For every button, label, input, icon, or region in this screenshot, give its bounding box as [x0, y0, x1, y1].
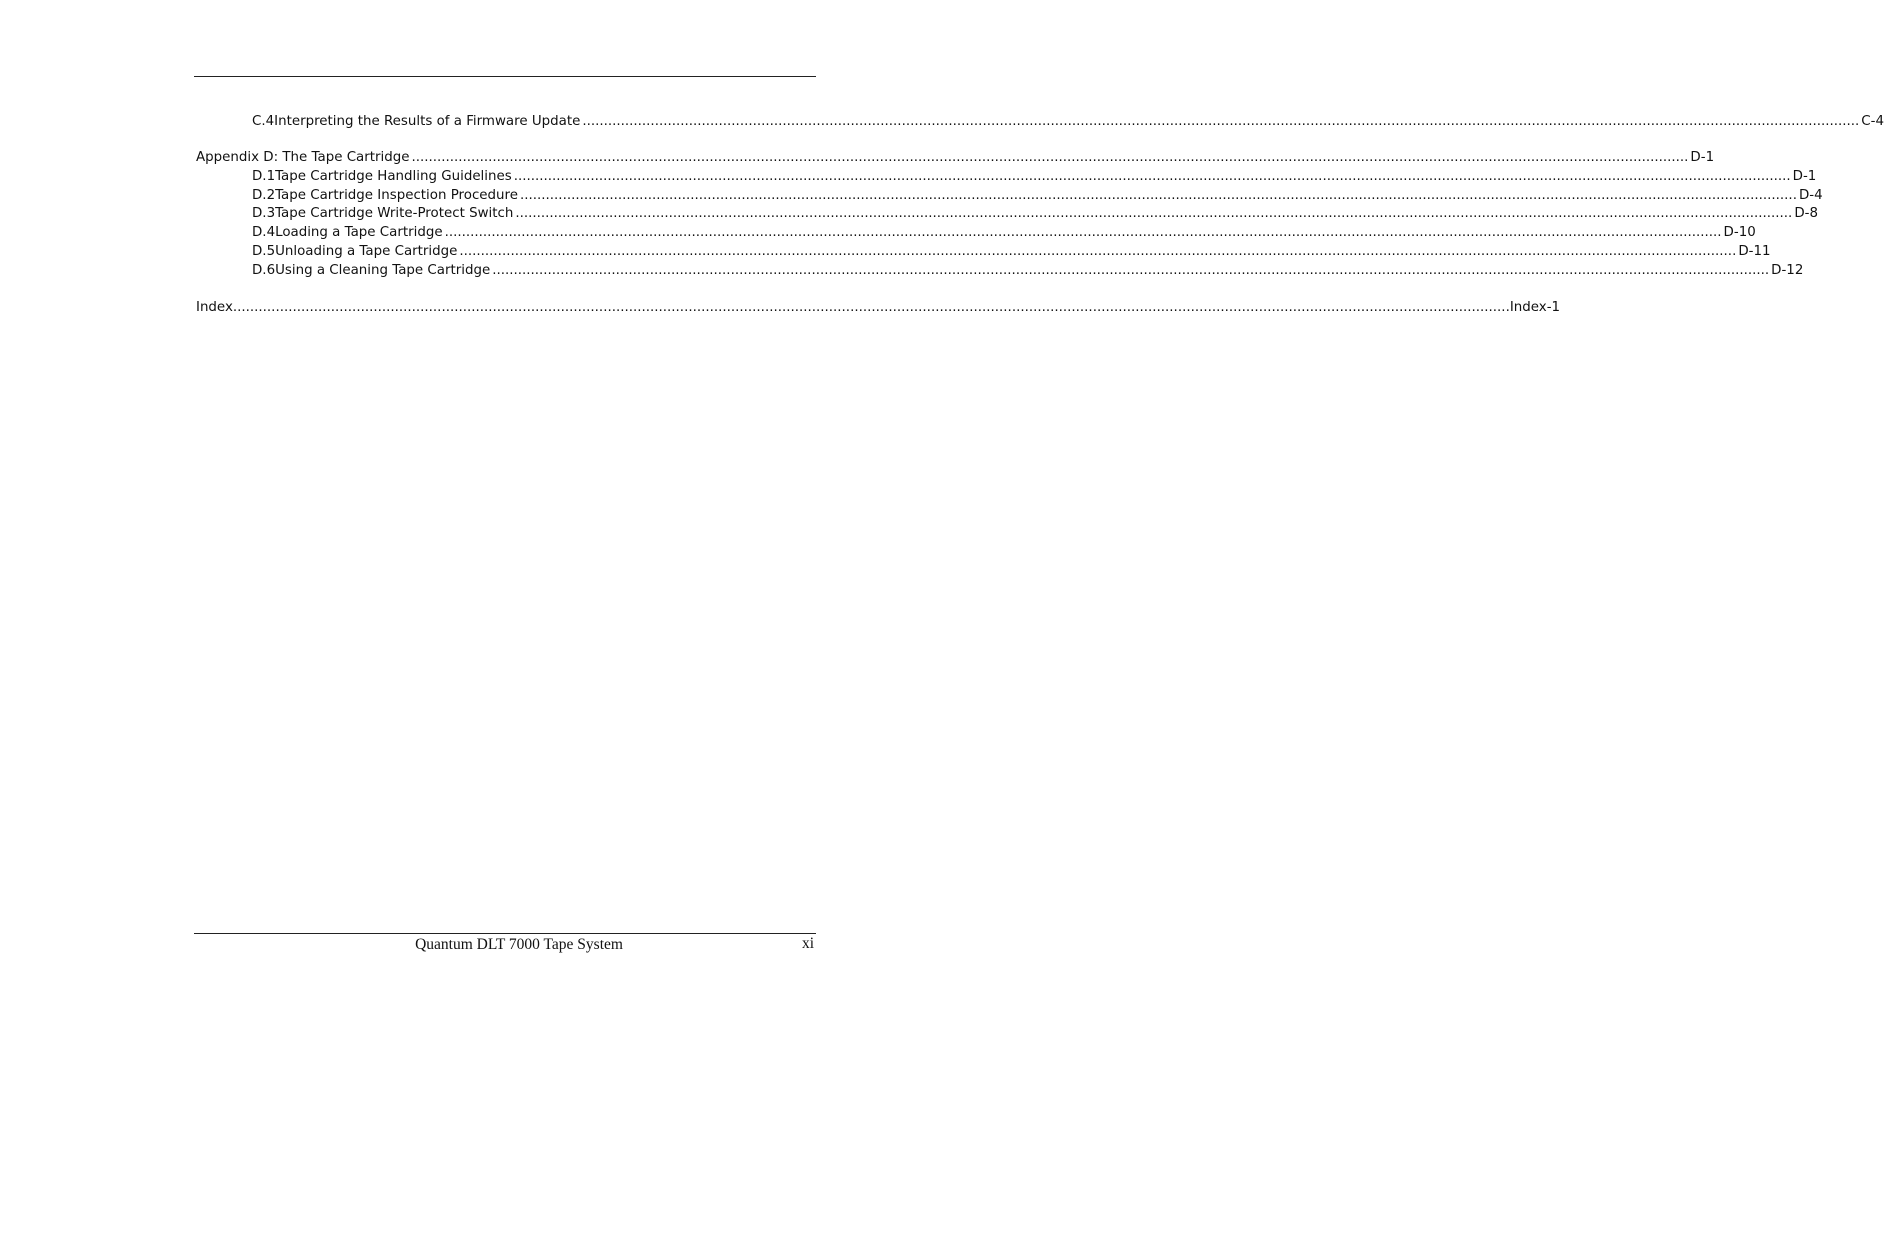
dot-leader: ............................................................................................................................................................................................................................................................................................................	[444, 225, 1722, 240]
dot-leader: ............................................................................................................................................................................................................................................................................................................	[459, 244, 1737, 259]
dot-leader: ............................................................................................................................................................................................................................................................................................................	[492, 263, 1770, 278]
dot-leader: ............................................................................................................................................................................................................................................................................................................	[513, 169, 1791, 184]
toc-entry-title: Loading a Tape Cartridge	[275, 225, 443, 240]
header-rule	[194, 76, 816, 77]
toc-entry-d6[interactable]	[252, 262, 1804, 280]
toc-entry-number: D.5	[252, 244, 276, 259]
dot-leader: ............................................................................................................................................................................................................................................................................................................	[520, 188, 1797, 203]
toc-entry-number: D.3	[252, 206, 276, 221]
toc-entry-title: Tape Cartridge Write-Protect Switch	[275, 206, 514, 221]
dot-leader: ............................................................................................................................................................................................................................................................................................................	[582, 114, 1860, 129]
toc-entry-page: D-8	[1794, 206, 1818, 221]
toc-entry-number: D.4	[252, 225, 276, 240]
toc-entry-appendix-d[interactable]	[196, 149, 1715, 167]
toc-entry-title: Index	[196, 300, 233, 315]
toc-entry-title: Using a Cleaning Tape Cartridge	[275, 263, 491, 278]
toc-entry-page: D-1	[1690, 150, 1715, 165]
toc-entry-title: Tape Cartridge Handling Guidelines	[275, 169, 512, 184]
toc-entry-title: Interpreting the Results of a Firmware Update	[274, 114, 581, 129]
footer-document-title: Quantum DLT 7000 Tape System	[415, 936, 623, 953]
toc-entry-page: D-12	[1771, 263, 1804, 278]
toc-entry-page: D-1	[1792, 169, 1817, 184]
toc-entry-number: D.6	[252, 263, 276, 278]
toc-entry-page: D-10	[1723, 225, 1756, 240]
toc-entry-title: Unloading a Tape Cartridge	[275, 244, 458, 259]
toc-entry-d3[interactable]	[252, 205, 1818, 223]
toc-entry-c4[interactable]	[252, 113, 1884, 131]
toc-entry-page: C-4	[1861, 114, 1884, 129]
dot-leader: ............................................................................................................................................................................................................................................................................................................	[515, 206, 1793, 221]
dot-leader: ............................................................................................................................................................................................................................................................................................................	[232, 300, 1510, 315]
footer-rule	[194, 933, 816, 934]
toc-entry-d5[interactable]	[252, 243, 1771, 261]
toc-entry-d1[interactable]	[252, 168, 1817, 186]
toc-entry-d2[interactable]	[252, 187, 1823, 205]
toc-entry-title: Appendix D: The Tape Cartridge	[196, 150, 410, 165]
footer-page-number: xi	[801, 935, 814, 952]
toc-entry-number: D.1	[252, 169, 276, 184]
toc-entry-number: D.2	[252, 188, 276, 203]
toc-entry-number: C.4	[252, 114, 275, 129]
toc-entry-title: Tape Cartridge Inspection Procedure	[275, 188, 518, 203]
toc-entry-page: D-11	[1738, 244, 1771, 259]
toc-entry-page: Index-1	[1509, 300, 1561, 315]
toc-entry-index[interactable]	[196, 299, 1561, 317]
toc-entry-d4[interactable]	[252, 224, 1756, 242]
toc-entry-page: D-4	[1798, 188, 1823, 203]
dot-leader: ............................................................................................................................................................................................................................................................................................................	[411, 150, 1689, 165]
